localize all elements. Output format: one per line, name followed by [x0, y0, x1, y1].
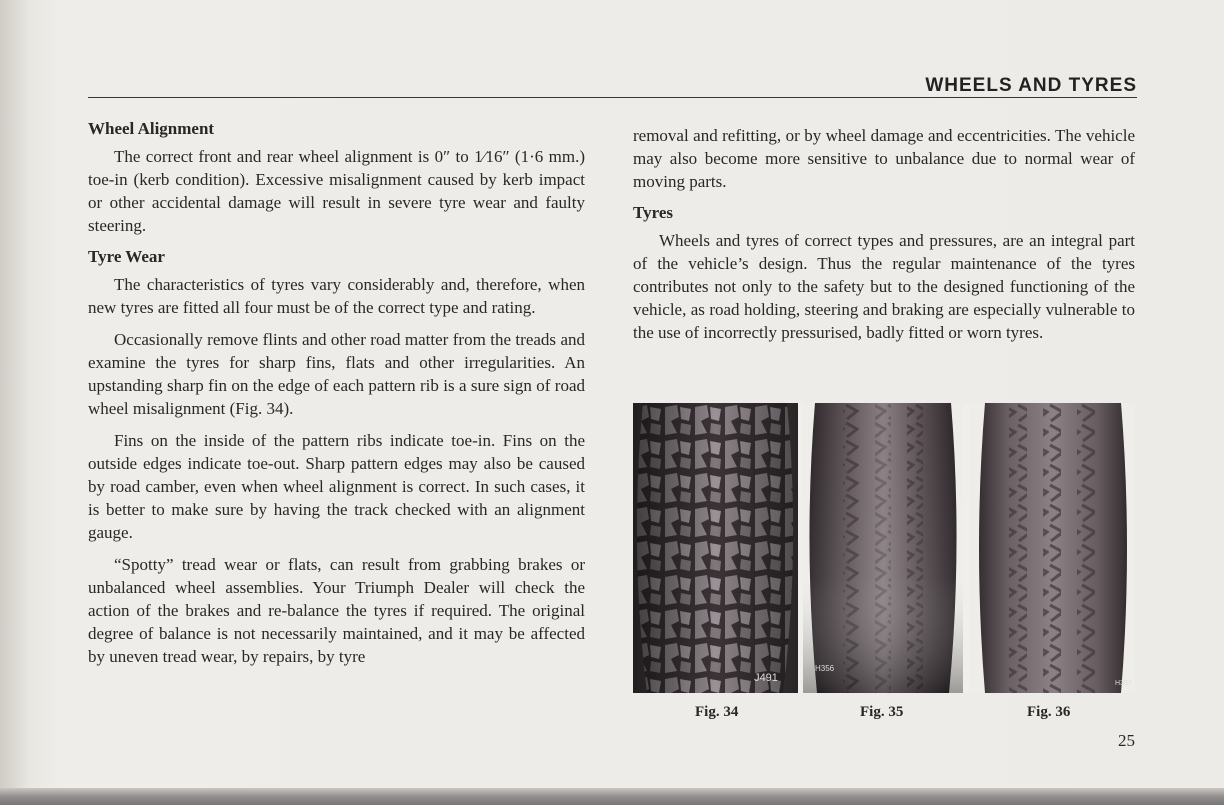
heading-wheel-alignment: Wheel Alignment — [88, 119, 215, 138]
photo-code-fig-34: J491 — [754, 672, 778, 684]
heading-tyres: Tyres — [633, 203, 673, 222]
header-rule — [88, 97, 1137, 98]
section-header-title: WHEELS AND TYRES — [925, 75, 1137, 96]
paragraph-wheel-alignment: The correct front and rear wheel alignment is 0″ to 1⁄16″ (1·6 mm.) toe-in (kerb condition). Excessive misalignment caused by kerb impact or other accidental damage will result in severe tyre wear and faulty steering. — [88, 147, 585, 235]
tyre-photo-fig-35 — [803, 403, 963, 693]
photo-code-fig-35: H356 — [815, 664, 835, 673]
paragraph-tyre-wear-1: The characteristics of tyres vary considerably and, therefore, when new tyres are fitted all four must be of the correct type and rating. — [88, 275, 585, 317]
caption-fig-36: Fig. 36 — [1027, 704, 1071, 720]
paragraph-tyre-wear-2: Occasionally remove flints and other road matter from the treads and examine the tyres for sharp fins, flats and other irregularities. An upstanding sharp fin on the edge of each pattern rib is a sure sign of road wheel misalignment (Fig. 34). — [88, 330, 585, 418]
paragraph-tyre-wear-3: Fins on the inside of the pattern ribs indicate toe-in. Fins on the outside edges indicate toe-out. Sharp pattern edges may also be caused by road camber, even when wheel alignment is correct. In such cases, it is better to make sure by having the track checked with an alignment gauge. — [88, 431, 585, 542]
caption-fig-35: Fig. 35 — [860, 704, 904, 720]
tyre-photo-fig-36 — [969, 403, 1135, 693]
heading-tyre-wear: Tyre Wear — [88, 247, 165, 266]
page-number: 25 — [1118, 731, 1135, 750]
figure-panel — [633, 403, 1135, 693]
page-bottom-edge — [0, 788, 1224, 805]
paragraph-continuation: removal and refitting, or by wheel damage and eccentricities. The vehicle may also become more sensitive to unbalance due to normal wear of moving parts. — [633, 126, 1135, 191]
tyre-photo-fig-34 — [633, 403, 798, 693]
caption-fig-34: Fig. 34 — [695, 704, 739, 720]
photo-code-fig-36: H357 — [1115, 680, 1132, 687]
paragraph-tyre-wear-4: “Spotty” tread wear or flats, can result from grabbing brakes or unbalanced wheel assemblies. Your Triumph Dealer will check the action of the brakes and re-balance the tyres if required. The original degree of balance is not necessarily maintained, and it may be affected by uneven tread wear, by repairs, by tyre — [88, 555, 585, 666]
paragraph-tyres: Wheels and tyres of correct types and pressures, are an integral part of the vehicle’s design. Thus the regular maintenance of the tyres contributes not only to the safety but to the designed functioning of the vehicle, as road holding, steering and braking are especially vulnerable to the use of incorrectly pressurised, badly fitted or worn tyres. — [633, 231, 1135, 342]
right-column — [633, 124, 1135, 353]
left-column — [88, 118, 585, 677]
